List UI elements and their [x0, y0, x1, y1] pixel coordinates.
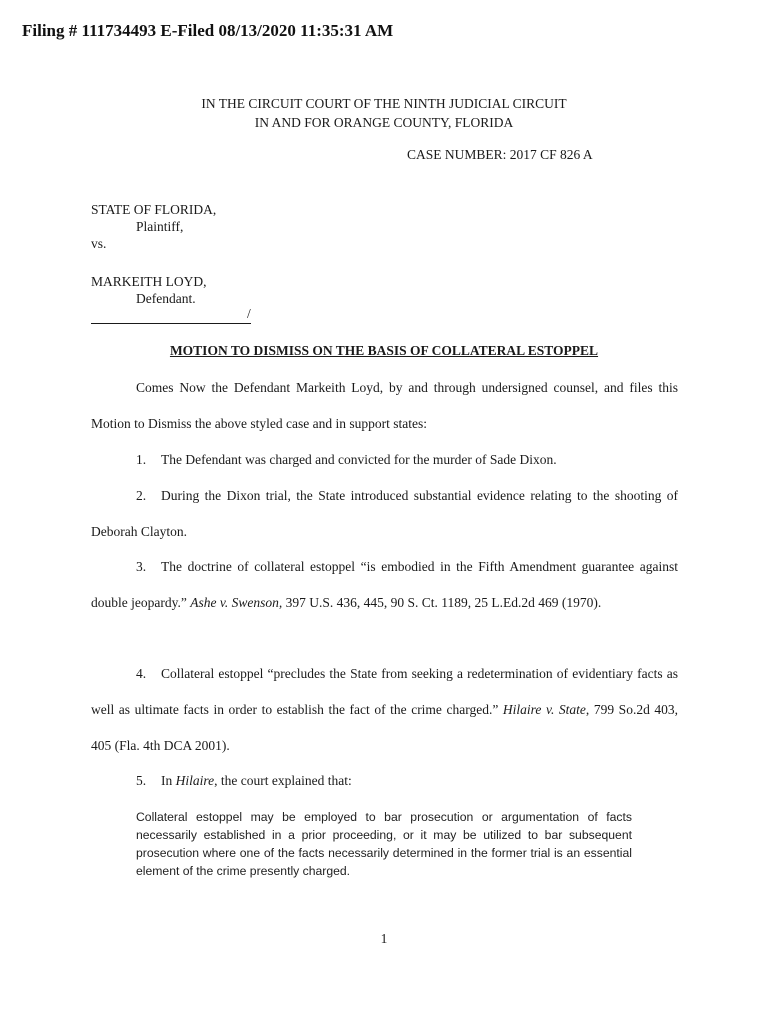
- list-item-number: 1.: [136, 452, 147, 467]
- court-line-1: IN THE CIRCUIT COURT OF THE NINTH JUDICIAL CIRCUIT: [201, 96, 567, 111]
- list-item-text: The doctrine of collateral estoppel “is embodied in the Fifth Amendment guarantee against double jeopardy.”: [91, 559, 678, 610]
- list-item-number: 4.: [136, 666, 147, 681]
- list-item-text: The Defendant was charged and convicted for the murder of Sade Dixon.: [161, 452, 557, 467]
- list-item-2: [91, 478, 678, 550]
- defendant-role: Defendant.: [136, 291, 196, 306]
- versus-label: vs.: [91, 236, 107, 251]
- court-caption: [0, 94, 768, 132]
- case-citation: Hilaire: [175, 773, 215, 788]
- court-line-2: IN AND FOR ORANGE COUNTY, FLORIDA: [254, 115, 514, 130]
- citation-detail: , 799 So.2d 403, 405 (Fla. 4th DCA 2001).: [91, 702, 679, 753]
- intro-paragraph: Comes Now the Defendant Markeith Loyd, by and through undersigned counsel, and files this Motion to Dismiss the above styled case and in support states:: [91, 380, 678, 431]
- plaintiff-block: [91, 201, 216, 252]
- list-item-text: In: [161, 773, 176, 788]
- defendant-block: [91, 273, 207, 307]
- list-item-1: [91, 442, 678, 478]
- caption-underline: [91, 307, 251, 324]
- plaintiff-name: STATE OF FLORIDA,: [91, 202, 217, 217]
- block-quote: Collateral estoppel may be employed to bar prosecution or argumentation of facts necessarily established in a prior proceeding, or it may be utilized to bar subsequent prosecution where one of the facts necessarily determined in the former trial is an essential element of the crime presently charged.: [136, 810, 632, 878]
- list-item-text: Collateral estoppel “precludes the State from seeking a redetermination of evidentiary facts as well as ultimate facts in order to establish the fact of the crime charged.”: [91, 666, 678, 717]
- list-item-text: During the Dixon trial, the State introduced substantial evidence relating to the shooting of Deborah Clayton.: [91, 488, 678, 539]
- page-number: 1: [380, 931, 388, 946]
- case-citation: Ashe v. Swenson,: [190, 595, 283, 610]
- motion-title: MOTION TO DISMISS ON THE BASIS OF COLLATERAL ESTOPPEL: [169, 343, 599, 358]
- defendant-name: MARKEITH LOYD,: [91, 274, 207, 289]
- list-item-4: [91, 656, 678, 764]
- list-item-number: 5.: [136, 773, 147, 788]
- case-number: CASE NUMBER: 2017 CF 826 A: [407, 147, 593, 162]
- caption-slash: /: [247, 306, 251, 321]
- list-item-number: 3.: [136, 559, 147, 574]
- filing-stamp: Filing # 111734493 E-Filed 08/13/2020 11:35:31 AM: [22, 21, 394, 40]
- list-item-5: [91, 763, 678, 799]
- case-citation: Hilaire v. State: [502, 702, 586, 717]
- plaintiff-role: Plaintiff,: [136, 219, 184, 234]
- list-item-3: [91, 549, 678, 621]
- list-item-number: 2.: [136, 488, 147, 503]
- citation-detail: 397 U.S. 436, 445, 90 S. Ct. 1189, 25 L.Ed.2d 469 (1970).: [282, 595, 602, 610]
- citation-detail: , the court explained that:: [214, 773, 352, 788]
